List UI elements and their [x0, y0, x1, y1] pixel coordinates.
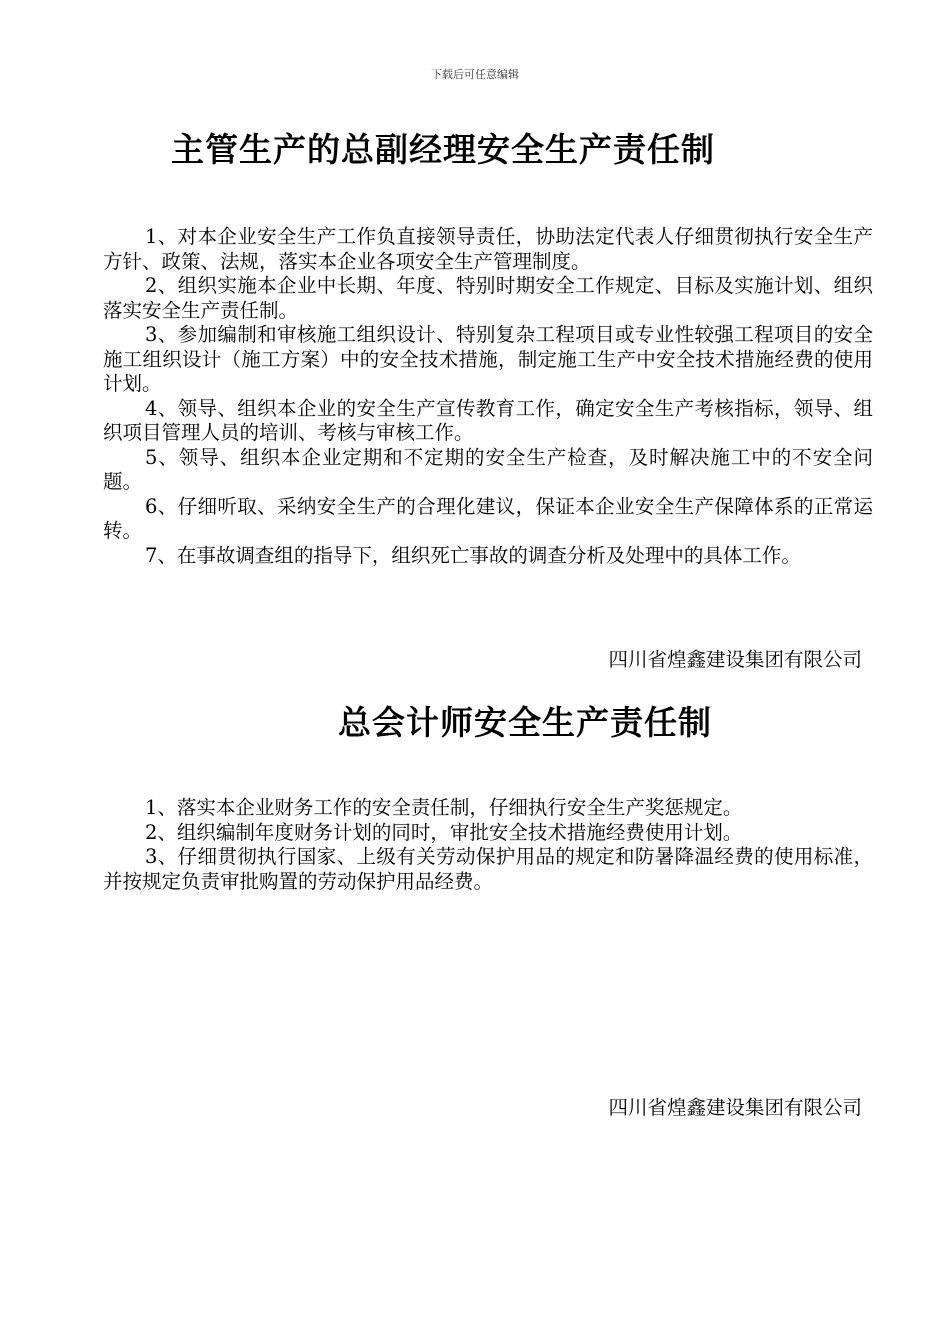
responsibility-item: 7、在事故调查组的指导下，组织死亡事故的调查分析及处理中的具体工作。 — [145, 543, 801, 567]
responsibility-item: 1、落实本企业财务工作的安全责任制，仔细执行安全生产奖惩规定。 — [145, 796, 743, 819]
section-title-general-vice-manager: 主管生产的总副经理安全生产责任制 — [171, 130, 715, 169]
responsibility-item: 2、组织实施本企业中长期、年度、特别时期安全工作规定、目标及实施计划、组织落实安全生产责任制。 — [103, 274, 873, 322]
section-title-chief-accountant: 总会计师安全生产责任制 — [338, 703, 712, 742]
header-note: 下载后可任意编辑 — [431, 68, 519, 81]
responsibility-item: 6、仔细听取、采纳安全生产的合理化建议，保证本企业安全生产保障体系的正常运转。 — [103, 494, 873, 542]
responsibility-item: 5、领导、组织本企业定期和不定期的安全生产检查，及时解决施工中的不安全问题。 — [103, 445, 873, 493]
responsibility-item: 1、对本企业安全生产工作负直接领导责任，协助法定代表人仔细贯彻执行安全生产方针、政策、法规，落实本企业各项安全生产管理制度。 — [103, 225, 873, 273]
responsibility-item: 3、参加编制和审核施工组织设计、特别复杂工程项目或专业性较强工程项目的安全施工组织设计（施工方案）中的安全技术措施，制定施工生产中安全技术措施经费的使用计划。 — [103, 323, 873, 395]
responsibility-item: 3、仔细贯彻执行国家、上级有关劳动保护用品的规定和防暑降温经费的使用标准，并按规定负责审批购置的劳动保护用品经费。 — [103, 845, 873, 893]
section-body-chief-accountant — [103, 796, 873, 894]
responsibility-item: 2、组织编制年度财务计划的同时，审批安全技术措施经费使用计划。 — [145, 820, 743, 844]
section-body-general-vice-manager — [103, 225, 873, 568]
company-signature: 四川省煌鑫建设集团有限公司 — [608, 1096, 862, 1119]
company-signature: 四川省煌鑫建设集团有限公司 — [608, 648, 862, 671]
responsibility-item: 4、领导、组织本企业的安全生产宣传教育工作，确定安全生产考核指标，领导、组织项目管理人员的培训、考核与审核工作。 — [103, 396, 873, 444]
